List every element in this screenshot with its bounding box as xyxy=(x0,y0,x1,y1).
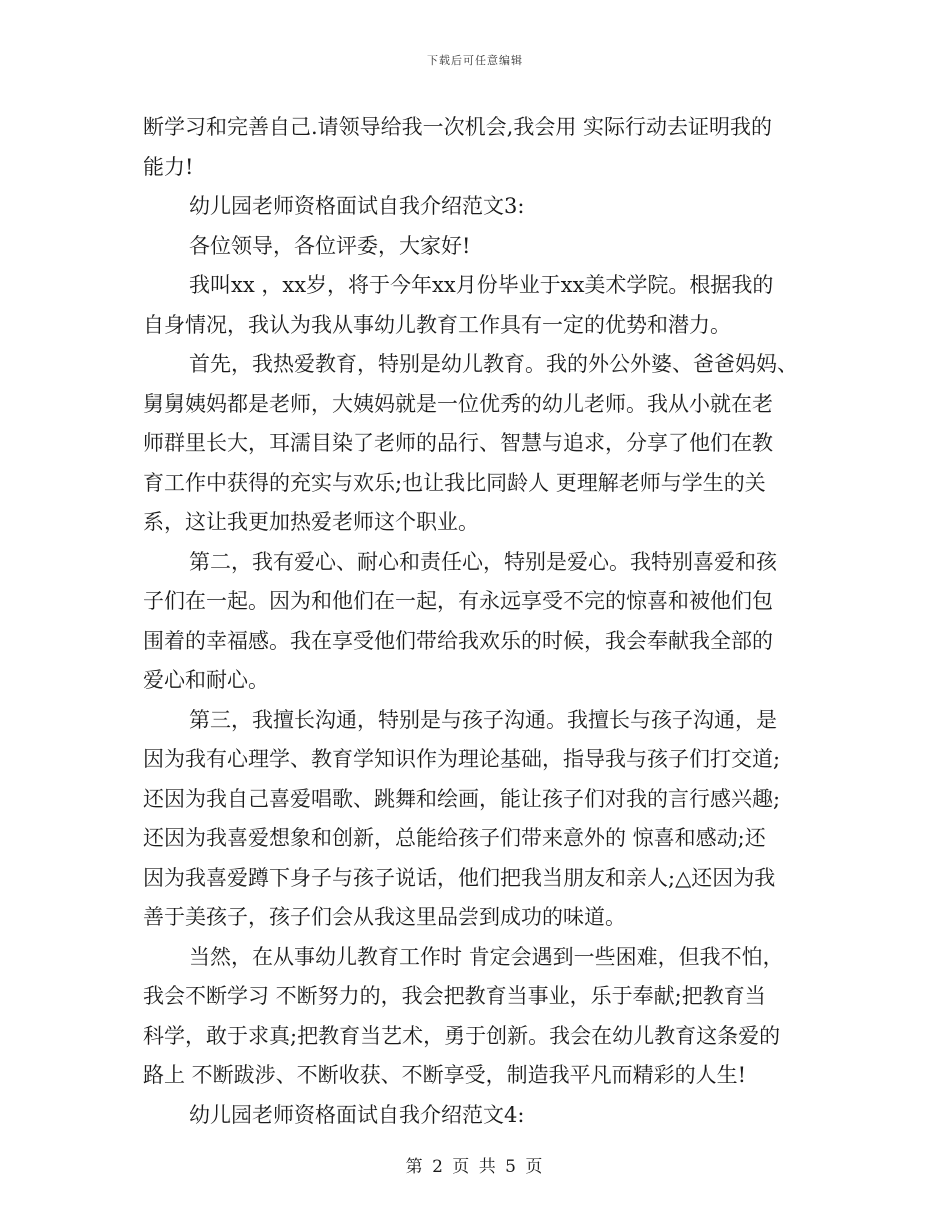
document-body xyxy=(143,108,813,1135)
text-line: 善于美孩子，孩子们会从我这里品尝到成功的味道。 xyxy=(143,905,626,929)
text-line: 还因为我喜爱想象和创新，总能给孩子们带来意外的 惊喜和感动;还 xyxy=(143,826,766,850)
text-line: 因为我有心理学、教育学知识作为理论基础，指导我与孩子们打交道; xyxy=(143,747,781,771)
text-line: 师群里长大，耳濡目染了老师的品行、智慧与追求，分享了他们在教 xyxy=(143,431,773,455)
text-line: 爱心和耐心。 xyxy=(143,668,269,692)
text-line: 育工作中获得的充实与欢乐;也让我比同龄人 更理解老师与学生的关 xyxy=(143,470,766,495)
text-line: 当然，在从事幼儿教育工作时 肯定会遇到一些困难，但我不怕， xyxy=(189,944,784,969)
text-line: 系，这让我更加热爱老师这个职业。 xyxy=(143,510,479,534)
text-line: 各位领导，各位评委，大家好! xyxy=(189,233,471,258)
text-line: 幼儿园老师资格面试自我介绍范文4: xyxy=(189,1102,525,1127)
page-footer: 第 2 页 共 5 页 xyxy=(405,1157,545,1177)
text-line: 还因为我自己喜爱唱歌、跳舞和绘画，能让孩子们对我的言行感兴趣; xyxy=(143,786,781,811)
text-line: 能力! xyxy=(143,154,194,179)
text-line: 我会不断学习 不断努力的，我会把教育当事业，乐于奉献;把教育当 xyxy=(143,984,766,1008)
text-line: 科学，敢于求真;把教育当艺术，勇于创新。我会在幼儿教育这条爱的 xyxy=(143,1023,781,1048)
text-line: 舅舅姨妈都是老师，大姨妈就是一位优秀的幼儿老师。我从小就在老 xyxy=(143,391,773,416)
text-line: 路上 不断跋涉、不断收获、不断享受，制造我平凡而精彩的人生! xyxy=(143,1063,747,1087)
text-line: 首先，我热爱教育，特别是幼儿教育。我的外公外婆、爸爸妈妈、 xyxy=(189,352,798,376)
text-line: 自身情况，我认为我从事幼儿教育工作具有一定的优势和潜力。 xyxy=(143,312,731,337)
text-line: 第三，我擅长沟通，特别是与孩子沟通。我擅长与孩子沟通，是 xyxy=(189,707,777,732)
page-header: 下载后可任意编辑 xyxy=(427,54,523,67)
text-line: 我叫xx ，xx岁，将于今年xx月份毕业于xx美术学院。根据我的 xyxy=(189,273,774,297)
text-line: 子们在一起。因为和他们在一起，有永远享受不完的惊喜和被他们包 xyxy=(143,589,773,613)
text-line: 围着的幸福感。我在享受他们带给我欢乐的时候，我会奉献我全部的 xyxy=(143,628,773,653)
text-line: 因为我喜爱蹲下身子与孩子说话，他们把我当朋友和亲人;△还因为我 xyxy=(143,865,776,890)
text-line: 第二，我有爱心、耐心和责任心，特别是爱心。我特别喜爱和孩 xyxy=(189,549,777,574)
text-line: 断学习和完善自己.请领导给我一次机会,我会用 实际行动去证明我的 xyxy=(143,115,773,139)
text-line: 幼儿园老师资格面试自我介绍范文3: xyxy=(189,194,525,218)
